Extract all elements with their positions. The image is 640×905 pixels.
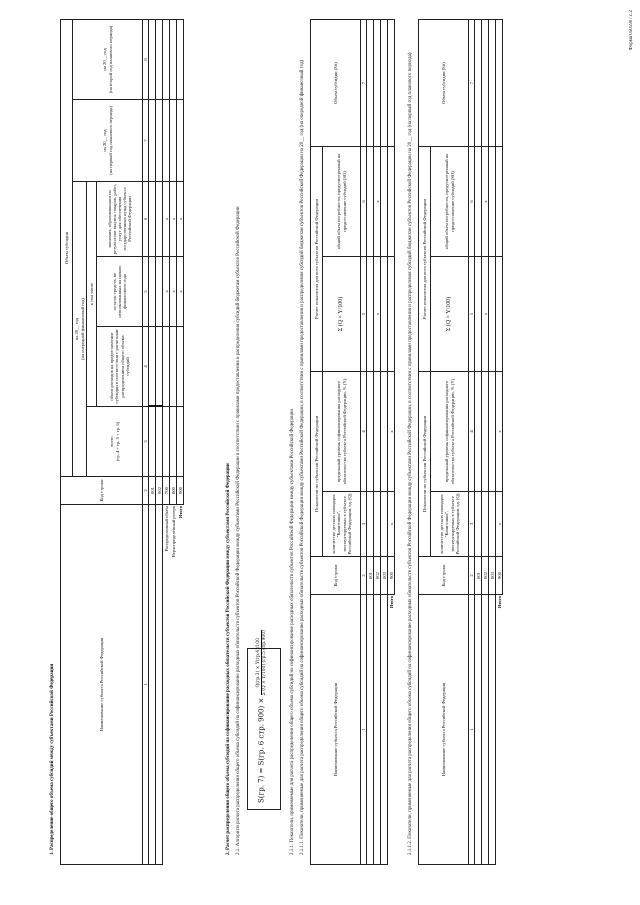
indicators-table-next (418, 19, 503, 865)
s1-group-title: Объем субсидии (61, 19, 73, 476)
indicators-table-current (310, 19, 395, 865)
s1-col-number: 4 (143, 327, 149, 407)
s2-col-number: 6 (469, 147, 475, 257)
t2b-col-name: Наименование субъекта Российской Федерации (419, 595, 469, 865)
s1-col-number: 2 (143, 477, 149, 505)
t2b-col-sum: Σ (Q × Y/100) (431, 257, 469, 372)
s2-col-number: 3 (361, 492, 367, 557)
t2b-col-q: количество детских площадок "Капитошка", эксплуатируемых в субъекте Российской Федерации, ед. (Q) (431, 492, 469, 557)
table-row: 001 (475, 20, 482, 865)
s1-sub1: объем расходов на предоставление субсидии в соответствии с расчетным распределением общего объема субсидий (97, 327, 143, 407)
s1-col-number: 1 (143, 505, 149, 865)
s1-sub3: экономия, образовавшаяся по результатам закупок товаров, работ, услуг для обеспечения государственных нужд субъекта Российской Федерации (97, 182, 143, 257)
table-row (156, 19, 163, 864)
table-row (149, 19, 156, 864)
t2a-col-name: Наименование субъекта Российской Федерации (311, 595, 361, 865)
s2-col-number: 4 (469, 372, 475, 492)
total-row: Итого 900 x x (388, 20, 395, 865)
total-row: Итого 900 x x (496, 20, 503, 865)
s2-col-number: 2 (361, 557, 367, 595)
t2b-col-subsidy: Объем субсидии (Sit) (419, 20, 469, 147)
s1-sub2: остаток средств, не использованных на начало финансового года (97, 257, 143, 327)
t2a-col-q: количество детских площадок "Капитошка", эксплуатируемых в субъекте Российской Федерации, ед. (Q) (323, 492, 361, 557)
s1-col-number: 8 (143, 19, 149, 99)
table-row: 002 x x (482, 20, 489, 865)
t2a-col-code: Код строки (311, 557, 361, 595)
s1-year-current: на 20__ год (на очередной финансовый год) (73, 182, 87, 477)
s2-col-number: 4 (361, 372, 367, 492)
t2a-col-y: предельный уровень софинансирования расходного обязательства субъекта Российской Федерации, % (Y) (323, 372, 361, 492)
s1-col-number: 7 (143, 100, 149, 182)
footer-row-reserve: Нераспределенный резерв 800 x x (170, 19, 177, 864)
s2-col-number: 1 (469, 595, 475, 865)
footer-row-total: Итого 900 x x (177, 19, 184, 864)
t2a-group-indicators: Показатели по субъектам Российской Федерации (311, 372, 323, 557)
t2a-col-total-req: общий объем потребности, предусмотренный на предоставление субсидий (SO) (323, 147, 361, 257)
s1-col-code: Код строки (61, 477, 143, 505)
t2b-group-indicators: Показатели по субъектам Российской Федерации (419, 372, 431, 557)
s2-col-number: 6 (361, 147, 367, 257)
s2-col-number: 2 (469, 557, 475, 595)
t2b-col-code: Код строки (419, 557, 469, 595)
formula: S(гр. 7) = S(гр. 6 стр. 900) × Q(гр.3) × Y(гр.4)/100 Σ (Q × Y/100) (гр.5 стр.900) (256, 630, 268, 803)
section2-title: 2. Расчет распределения общего объема субсидий на софинансирование расходных обязательств субъектов Российской Федерации между субъектами Российской Федерации (226, 463, 231, 855)
s2-col-number: 3 (469, 492, 475, 557)
table-row: 001 (367, 20, 374, 865)
s2-col-number: 1 (361, 595, 367, 865)
section2-1-1-2-title: 2.1.1.2. Показатели, применяемые для расчета распределения общего объема субсидий на софинансирование расходных обязательств субъектов Российской Федерации между субъектами Российской Федерации, в соответствии с правилами предоставления и распределения субсидий бюджетам субъектов Российской Федерации на 20__ год (на первый год планового периода) (408, 52, 413, 855)
row-code: 002 (156, 477, 163, 505)
s1-col-number: 6 (143, 182, 149, 257)
s2-col-number: 7 (361, 20, 367, 147)
t2a-group-calc: Расчет показателя для всех субъектов Российской Федерации (311, 147, 323, 372)
table-row: 003 (489, 20, 496, 865)
t2b-col-total-req: общий объем потребности, предусмотренный на предоставление субсидий (SO) (431, 147, 469, 257)
t2b-group-calc: Расчет показателя для всех субъектов Российской Федерации (419, 147, 431, 372)
form-reference: Форма 0505907 с.2 (629, 10, 634, 51)
s1-in-that: в том числе (87, 182, 97, 407)
section1-title: 1. Распределение общего объема субсидий между субъектами Российской Федерации (50, 663, 55, 855)
section2-1-1-1-title: 2.1.1.1. Показатели, применяемые для расчета распределения общего объема субсидий на софинансирование расходных обязательств субъектов Российской Федерации между субъектами Российской Федерации, в соответствии с правилами предоставления и распределения субсидий бюджетам субъектов Российской Федерации на 20__ год (на очередной финансовый год) (300, 59, 305, 855)
row-code: 001 (149, 477, 156, 505)
s2-col-number: 5 (361, 257, 367, 372)
footer-row-distributed: Распределенный объем 700 x x (163, 19, 170, 864)
s1-year-next2: на 20__ год (на второй год планового периода) (73, 19, 143, 99)
section2-1-title: 2.1. Алгоритм расчета распределения общего объема субсидий на софинансирование расходных обязательств субъектов Российской Федерации между субъектами Российской Федерации в соответствии с правилами предоставления и распределения субсидий бюджетам субъектов Российской Федерации (236, 206, 241, 855)
s2-col-number: 7 (469, 20, 475, 147)
t2b-col-y: предельный уровень софинансирования расходного обязательства субъекта Российской Федерации, % (Y) (431, 372, 469, 492)
t2a-col-subsidy: Объем субсидии (Sit) (311, 20, 361, 147)
s1-total: всего (гр. 4 + гр. 5 + гр. 6) (87, 407, 143, 477)
section1-table (60, 19, 184, 865)
s1-col-number: 5 (143, 257, 149, 327)
s2-col-number: 5 (469, 257, 475, 372)
s1-col-number: 3 (143, 407, 149, 477)
s1-col-name: Наименование субъекта Российской Федерации (61, 505, 143, 865)
formula-fraction: Q(гр.3) × Y(гр.4)/100 Σ (Q × Y/100) (гр.5 стр.900) (256, 630, 268, 696)
table-row: 002 x x (374, 20, 381, 865)
section2-1-1-title: 2.1.1. Показатели, применяемые для расчета распределения общего объема субсидий на софинансирование расходных обязательств субъектов Российской Федерации между субъектами Российской Федерации (290, 408, 295, 855)
s1-year-next1: на 20__ год (на первый год планового периода) (73, 100, 143, 182)
table-row: 003 (381, 20, 388, 865)
t2a-col-sum: Σ (Q × Y/100) (323, 257, 361, 372)
